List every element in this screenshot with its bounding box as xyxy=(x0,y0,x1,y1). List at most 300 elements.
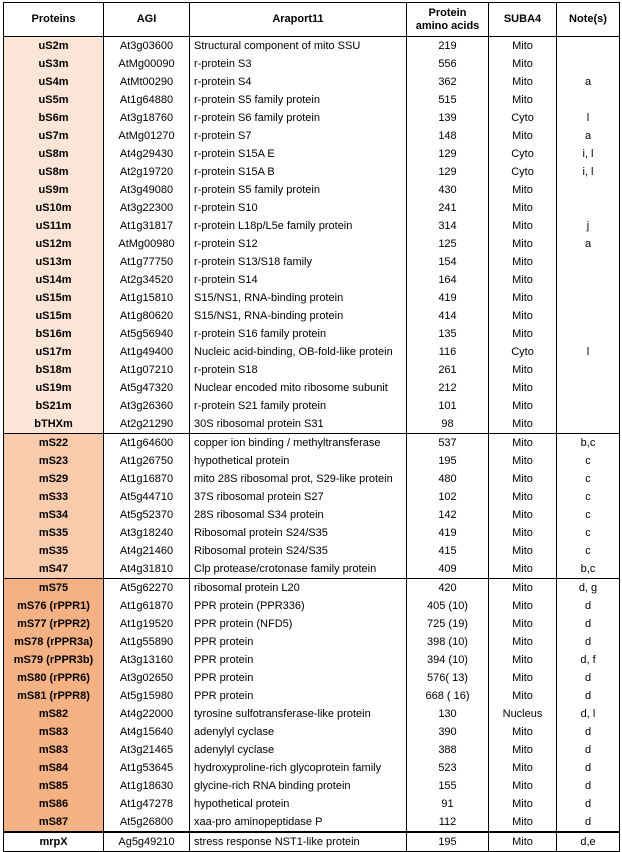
table-row xyxy=(4,217,620,235)
table-row xyxy=(4,343,620,361)
table-row xyxy=(4,199,620,217)
araport-cell: r-protein S18 xyxy=(190,361,407,379)
suba-cell: Mito xyxy=(489,579,557,598)
agi-cell: At5g44710 xyxy=(104,488,190,506)
protein-name-cell: mS29 xyxy=(4,470,104,488)
protein-name-cell: uS7m xyxy=(4,127,104,145)
protein-name-cell: mrpX xyxy=(4,833,104,852)
note-cell: c xyxy=(557,488,620,506)
protein-name-cell: uS3m xyxy=(4,55,104,73)
amino-acids-cell: 419 xyxy=(407,524,489,542)
note-cell: b,c xyxy=(557,434,620,453)
note-cell: d xyxy=(557,669,620,687)
amino-acids-cell: 480 xyxy=(407,470,489,488)
agi-cell: At1g80620 xyxy=(104,307,190,325)
araport-cell: r-protein S5 family protein xyxy=(190,91,407,109)
note-cell: d xyxy=(557,741,620,759)
araport-cell: copper ion binding / methyltransferase xyxy=(190,434,407,453)
suba-cell: Mito xyxy=(489,91,557,109)
amino-acids-cell: 91 xyxy=(407,795,489,813)
araport-cell: 37S ribosomal protein S27 xyxy=(190,488,407,506)
agi-cell: At3g49080 xyxy=(104,181,190,199)
araport-cell: S15/NS1, RNA-binding protein xyxy=(190,307,407,325)
table-body xyxy=(4,37,620,832)
agi-cell: At4g22000 xyxy=(104,705,190,723)
table-row xyxy=(4,542,620,560)
table-row xyxy=(4,524,620,542)
araport-cell: tyrosine sulfotransferase-like protein xyxy=(190,705,407,723)
table-row xyxy=(4,470,620,488)
suba-cell: Mito xyxy=(489,833,557,852)
suba-cell: Mito xyxy=(489,542,557,560)
table-row xyxy=(4,127,620,145)
extra-table xyxy=(3,832,620,852)
araport-cell: 28S ribosomal S34 protein xyxy=(190,506,407,524)
suba-cell: Mito xyxy=(489,361,557,379)
agi-cell: AtMg00980 xyxy=(104,235,190,253)
note-cell: c xyxy=(557,452,620,470)
note-cell: c xyxy=(557,542,620,560)
agi-cell: At5g56940 xyxy=(104,325,190,343)
table-row xyxy=(4,759,620,777)
table-row xyxy=(4,795,620,813)
suba-cell: Mito xyxy=(489,597,557,615)
agi-cell: Ag5g49210 xyxy=(104,833,190,852)
note-cell: d xyxy=(557,615,620,633)
araport-cell: Ribosomal protein S24/S35 xyxy=(190,542,407,560)
table-row xyxy=(4,163,620,181)
amino-acids-cell: 415 xyxy=(407,542,489,560)
note-cell xyxy=(557,379,620,397)
table-row xyxy=(4,253,620,271)
table-row xyxy=(4,289,620,307)
araport-cell: glycine-rich RNA binding protein xyxy=(190,777,407,795)
extra-table-body xyxy=(4,833,620,852)
agi-cell: At3g13160 xyxy=(104,651,190,669)
suba-cell: Nucleus xyxy=(489,705,557,723)
amino-acids-cell: 405 (10) xyxy=(407,597,489,615)
suba-cell: Cyto xyxy=(489,163,557,181)
amino-acids-cell: 112 xyxy=(407,813,489,832)
protein-name-cell: mS22 xyxy=(4,434,104,453)
araport-cell: r-protein S6 family protein xyxy=(190,109,407,127)
note-cell: d xyxy=(557,795,620,813)
note-cell xyxy=(557,289,620,307)
agi-cell: At1g47278 xyxy=(104,795,190,813)
suba-cell: Mito xyxy=(489,181,557,199)
araport-cell: PPR protein xyxy=(190,687,407,705)
note-cell: d, l xyxy=(557,705,620,723)
araport-cell: r-protein S12 xyxy=(190,235,407,253)
agi-cell: At1g49400 xyxy=(104,343,190,361)
amino-acids-cell: 212 xyxy=(407,379,489,397)
araport-cell: PPR protein xyxy=(190,651,407,669)
agi-cell: At3g18240 xyxy=(104,524,190,542)
suba-cell: Mito xyxy=(489,506,557,524)
header-agi: AGI xyxy=(104,3,190,37)
table-row xyxy=(4,488,620,506)
araport-cell: Nuclear encoded mito ribosome subunit xyxy=(190,379,407,397)
agi-cell: At5g47320 xyxy=(104,379,190,397)
note-cell: j xyxy=(557,217,620,235)
header-amino-acids xyxy=(407,3,489,37)
suba-cell: Mito xyxy=(489,199,557,217)
amino-acids-cell: 195 xyxy=(407,452,489,470)
agi-cell: At1g64880 xyxy=(104,91,190,109)
protein-name-cell: uS8m xyxy=(4,163,104,181)
amino-acids-cell: 515 xyxy=(407,91,489,109)
table-row xyxy=(4,813,620,832)
table-row xyxy=(4,325,620,343)
araport-cell: adenylyl cyclase xyxy=(190,723,407,741)
amino-acids-cell: 155 xyxy=(407,777,489,795)
note-cell xyxy=(557,253,620,271)
protein-name-cell: mS85 xyxy=(4,777,104,795)
suba-cell: Mito xyxy=(489,633,557,651)
araport-cell: hypothetical protein xyxy=(190,795,407,813)
agi-cell: AtMg00090 xyxy=(104,55,190,73)
suba-cell: Mito xyxy=(489,325,557,343)
table-row xyxy=(4,741,620,759)
table-row xyxy=(4,145,620,163)
agi-cell: At1g18630 xyxy=(104,777,190,795)
protein-name-cell: uS4m xyxy=(4,73,104,91)
suba-cell: Mito xyxy=(489,397,557,415)
note-cell: a xyxy=(557,235,620,253)
suba-cell: Mito xyxy=(489,795,557,813)
agi-cell: At1g07210 xyxy=(104,361,190,379)
protein-name-cell: uS11m xyxy=(4,217,104,235)
agi-cell: At2g21290 xyxy=(104,415,190,434)
amino-acids-cell: 241 xyxy=(407,199,489,217)
note-cell: d xyxy=(557,723,620,741)
note-cell xyxy=(557,361,620,379)
suba-cell: Mito xyxy=(489,217,557,235)
agi-cell: At1g61870 xyxy=(104,597,190,615)
amino-acids-cell: 219 xyxy=(407,37,489,56)
protein-name-cell: mS84 xyxy=(4,759,104,777)
agi-cell: At4g29430 xyxy=(104,145,190,163)
protein-name-cell: mS82 xyxy=(4,705,104,723)
note-cell: d xyxy=(557,687,620,705)
note-cell: d, g xyxy=(557,579,620,598)
suba-cell: Mito xyxy=(489,307,557,325)
araport-cell: stress response NST1-like protein xyxy=(190,833,407,852)
agi-cell: At1g64600 xyxy=(104,434,190,453)
amino-acids-cell: 314 xyxy=(407,217,489,235)
araport-cell: r-protein S3 xyxy=(190,55,407,73)
amino-acids-cell: 139 xyxy=(407,109,489,127)
note-cell: d xyxy=(557,777,620,795)
protein-name-cell: uS12m xyxy=(4,235,104,253)
table-row xyxy=(4,723,620,741)
table-row xyxy=(4,687,620,705)
protein-name-cell: mS80 (rPPR6) xyxy=(4,669,104,687)
protein-name-cell: uS17m xyxy=(4,343,104,361)
protein-name-cell: bS21m xyxy=(4,397,104,415)
amino-acids-cell: 116 xyxy=(407,343,489,361)
araport-cell: hydroxyproline-rich glycoprotein family xyxy=(190,759,407,777)
araport-cell: r-protein S21 family protein xyxy=(190,397,407,415)
table-row xyxy=(4,271,620,289)
suba-cell: Mito xyxy=(489,55,557,73)
protein-table xyxy=(3,2,620,832)
note-cell: a xyxy=(557,73,620,91)
agi-cell: At5g52370 xyxy=(104,506,190,524)
suba-cell: Mito xyxy=(489,415,557,434)
table-row xyxy=(4,506,620,524)
suba-cell: Mito xyxy=(489,379,557,397)
araport-cell: r-protein S15A E xyxy=(190,145,407,163)
araport-cell: r-protein S13/S18 family xyxy=(190,253,407,271)
agi-cell: At4g21460 xyxy=(104,542,190,560)
araport-cell: r-protein S7 xyxy=(190,127,407,145)
suba-cell: Mito xyxy=(489,127,557,145)
header-aa-line1: Protein xyxy=(428,6,467,19)
protein-name-cell: uS9m xyxy=(4,181,104,199)
araport-cell: hypothetical protein xyxy=(190,452,407,470)
suba-cell: Mito xyxy=(489,452,557,470)
protein-name-cell: bTHXm xyxy=(4,415,104,434)
agi-cell: At1g19520 xyxy=(104,615,190,633)
amino-acids-cell: 98 xyxy=(407,415,489,434)
note-cell: d xyxy=(557,597,620,615)
suba-cell: Mito xyxy=(489,560,557,579)
araport-cell: r-protein S10 xyxy=(190,199,407,217)
table-row xyxy=(4,579,620,598)
amino-acids-cell: 414 xyxy=(407,307,489,325)
araport-cell: r-protein L18p/L5e family protein xyxy=(190,217,407,235)
amino-acids-cell: 388 xyxy=(407,741,489,759)
suba-cell: Mito xyxy=(489,37,557,56)
table-row xyxy=(4,434,620,453)
protein-name-cell: mS83 xyxy=(4,723,104,741)
note-cell: i, l xyxy=(557,163,620,181)
note-cell: c xyxy=(557,506,620,524)
amino-acids-cell: 195 xyxy=(407,833,489,852)
agi-cell: At5g62270 xyxy=(104,579,190,598)
table-row xyxy=(4,307,620,325)
note-cell: l xyxy=(557,109,620,127)
araport-cell: r-protein S5 family protein xyxy=(190,181,407,199)
agi-cell: At2g19720 xyxy=(104,163,190,181)
araport-cell: r-protein S4 xyxy=(190,73,407,91)
note-cell xyxy=(557,199,620,217)
note-cell: b,c xyxy=(557,560,620,579)
araport-cell: Structural component of mito SSU xyxy=(190,37,407,56)
protein-name-cell: mS87 xyxy=(4,813,104,832)
suba-cell: Mito xyxy=(489,813,557,832)
agi-cell: At1g77750 xyxy=(104,253,190,271)
agi-cell: At3g18760 xyxy=(104,109,190,127)
araport-cell: S15/NS1, RNA-binding protein xyxy=(190,289,407,307)
note-cell xyxy=(557,415,620,434)
protein-name-cell: mS86 xyxy=(4,795,104,813)
protein-name-cell: mS83 xyxy=(4,741,104,759)
agi-cell: At4g15640 xyxy=(104,723,190,741)
table-row xyxy=(4,833,620,852)
note-cell: i, l xyxy=(557,145,620,163)
suba-cell: Mito xyxy=(489,289,557,307)
araport-cell: PPR protein (NFD5) xyxy=(190,615,407,633)
table-row xyxy=(4,235,620,253)
protein-name-cell: mS34 xyxy=(4,506,104,524)
amino-acids-cell: 129 xyxy=(407,145,489,163)
table-row xyxy=(4,37,620,56)
header-notes: Note(s) xyxy=(557,3,620,37)
agi-cell: At3g03600 xyxy=(104,37,190,56)
protein-name-cell: uS2m xyxy=(4,37,104,56)
header-araport: Araport11 xyxy=(190,3,407,37)
amino-acids-cell: 420 xyxy=(407,579,489,598)
note-cell xyxy=(557,325,620,343)
agi-cell: At5g26800 xyxy=(104,813,190,832)
agi-cell: At1g15810 xyxy=(104,289,190,307)
suba-cell: Mito xyxy=(489,723,557,741)
amino-acids-cell: 125 xyxy=(407,235,489,253)
table-row xyxy=(4,651,620,669)
agi-cell: At1g55890 xyxy=(104,633,190,651)
amino-acids-cell: 154 xyxy=(407,253,489,271)
amino-acids-cell: 130 xyxy=(407,705,489,723)
table-row xyxy=(4,55,620,73)
note-cell: d xyxy=(557,813,620,832)
suba-cell: Cyto xyxy=(489,145,557,163)
agi-cell: At3g02650 xyxy=(104,669,190,687)
protein-name-cell: uS8m xyxy=(4,145,104,163)
agi-cell: At3g21465 xyxy=(104,741,190,759)
amino-acids-cell: 390 xyxy=(407,723,489,741)
note-cell xyxy=(557,307,620,325)
note-cell: a xyxy=(557,127,620,145)
protein-name-cell: mS78 (rPPR3a) xyxy=(4,633,104,651)
araport-cell: 30S ribosomal protein S31 xyxy=(190,415,407,434)
table-row xyxy=(4,109,620,127)
amino-acids-cell: 576( 13) xyxy=(407,669,489,687)
suba-cell: Mito xyxy=(489,235,557,253)
amino-acids-cell: 142 xyxy=(407,506,489,524)
araport-cell: PPR protein (PPR336) xyxy=(190,597,407,615)
header-proteins: Proteins xyxy=(4,3,104,37)
suba-cell: Mito xyxy=(489,470,557,488)
protein-name-cell: mS33 xyxy=(4,488,104,506)
amino-acids-cell: 725 (19) xyxy=(407,615,489,633)
agi-cell: At1g53645 xyxy=(104,759,190,777)
note-cell xyxy=(557,37,620,56)
agi-cell: At2g34520 xyxy=(104,271,190,289)
araport-cell: r-protein S15A B xyxy=(190,163,407,181)
table-row xyxy=(4,73,620,91)
table-row xyxy=(4,397,620,415)
araport-cell: adenylyl cyclase xyxy=(190,741,407,759)
agi-cell: At1g26750 xyxy=(104,452,190,470)
protein-name-cell: uS14m xyxy=(4,271,104,289)
suba-cell: Mito xyxy=(489,687,557,705)
amino-acids-cell: 394 (10) xyxy=(407,651,489,669)
suba-cell: Mito xyxy=(489,615,557,633)
amino-acids-cell: 135 xyxy=(407,325,489,343)
araport-cell: ribosomal protein L20 xyxy=(190,579,407,598)
note-cell: c xyxy=(557,470,620,488)
amino-acids-cell: 409 xyxy=(407,560,489,579)
suba-cell: Mito xyxy=(489,73,557,91)
protein-name-cell: mS79 (rPPR3b) xyxy=(4,651,104,669)
agi-cell: At5g15980 xyxy=(104,687,190,705)
suba-cell: Mito xyxy=(489,488,557,506)
araport-cell: r-protein S16 family protein xyxy=(190,325,407,343)
amino-acids-cell: 129 xyxy=(407,163,489,181)
araport-cell: xaa-pro aminopeptidase P xyxy=(190,813,407,832)
araport-cell: Clp protease/crotonase family protein xyxy=(190,560,407,579)
note-cell xyxy=(557,271,620,289)
note-cell: d xyxy=(557,633,620,651)
note-cell xyxy=(557,91,620,109)
table-row xyxy=(4,669,620,687)
table-row xyxy=(4,361,620,379)
araport-cell: Nucleic acid-binding, OB-fold-like protein xyxy=(190,343,407,361)
header-aa-line2: amino acids xyxy=(415,19,480,32)
table-row xyxy=(4,181,620,199)
suba-cell: Mito xyxy=(489,759,557,777)
protein-name-cell: mS23 xyxy=(4,452,104,470)
protein-name-cell: uS15m xyxy=(4,307,104,325)
suba-cell: Mito xyxy=(489,777,557,795)
note-cell xyxy=(557,181,620,199)
amino-acids-cell: 398 (10) xyxy=(407,633,489,651)
amino-acids-cell: 261 xyxy=(407,361,489,379)
protein-name-cell: mS76 (rPPR1) xyxy=(4,597,104,615)
protein-name-cell: bS18m xyxy=(4,361,104,379)
suba-cell: Mito xyxy=(489,271,557,289)
suba-cell: Mito xyxy=(489,651,557,669)
araport-cell: r-protein S14 xyxy=(190,271,407,289)
table-row xyxy=(4,597,620,615)
agi-cell: At4g31810 xyxy=(104,560,190,579)
amino-acids-cell: 419 xyxy=(407,289,489,307)
protein-name-cell: mS35 xyxy=(4,524,104,542)
amino-acids-cell: 556 xyxy=(407,55,489,73)
note-cell: c xyxy=(557,524,620,542)
header-suba: SUBA4 xyxy=(489,3,557,37)
protein-name-cell: mS35 xyxy=(4,542,104,560)
amino-acids-cell: 537 xyxy=(407,434,489,453)
note-cell: d xyxy=(557,759,620,777)
protein-name-cell: uS13m xyxy=(4,253,104,271)
agi-cell: At3g26360 xyxy=(104,397,190,415)
amino-acids-cell: 430 xyxy=(407,181,489,199)
protein-name-cell: mS77 (rPPR2) xyxy=(4,615,104,633)
amino-acids-cell: 523 xyxy=(407,759,489,777)
protein-name-cell: uS5m xyxy=(4,91,104,109)
table-row xyxy=(4,777,620,795)
header-row xyxy=(4,3,620,37)
amino-acids-cell: 164 xyxy=(407,271,489,289)
araport-cell: mito 28S ribosomal prot, S29-like protein xyxy=(190,470,407,488)
suba-cell: Mito xyxy=(489,434,557,453)
note-cell: d, f xyxy=(557,651,620,669)
agi-cell: AtMg01270 xyxy=(104,127,190,145)
suba-cell: Mito xyxy=(489,669,557,687)
protein-name-cell: uS19m xyxy=(4,379,104,397)
protein-name-cell: bS16m xyxy=(4,325,104,343)
agi-cell: At3g22300 xyxy=(104,199,190,217)
table-row xyxy=(4,633,620,651)
araport-cell: Ribosomal protein S24/S35 xyxy=(190,524,407,542)
amino-acids-cell: 148 xyxy=(407,127,489,145)
suba-cell: Cyto xyxy=(489,343,557,361)
table-row xyxy=(4,415,620,434)
amino-acids-cell: 102 xyxy=(407,488,489,506)
